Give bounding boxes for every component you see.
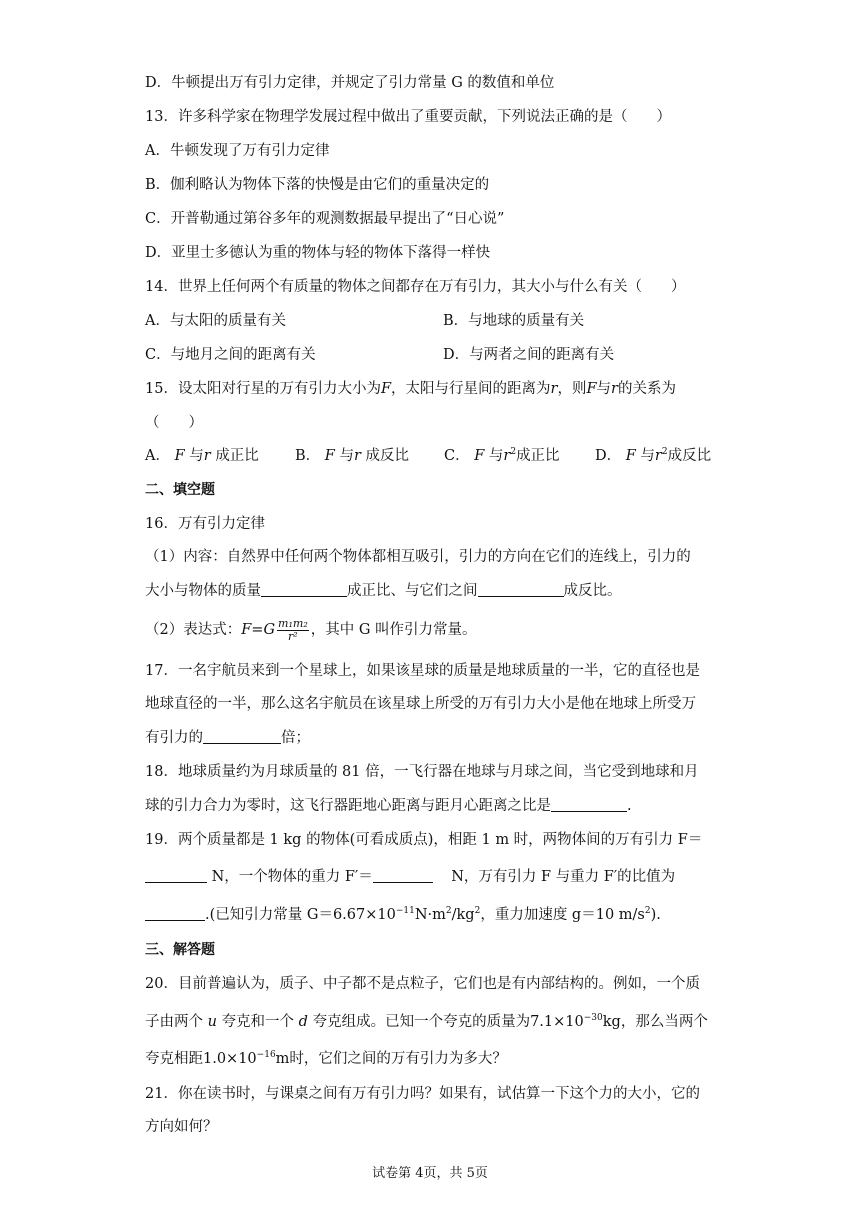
q16-blank-2[interactable] xyxy=(478,582,564,597)
section-solve: 三、解答题 xyxy=(145,942,215,958)
q15-option-c: C． F 与$r^2$成正比 xyxy=(444,447,560,464)
q18-line2: 球的引力合力为零时，这飞行器距地心距离与距月心距离之比是 . xyxy=(145,798,632,814)
q19-line3: .(已知引力常量 $G=6.67\times 10^{-11}N\cdot m^2/kg^2$，重力加速度 g＝10 $m/s^2$). xyxy=(145,905,661,925)
q15-paren: （ ） xyxy=(145,415,203,431)
q18-blank[interactable] xyxy=(551,797,627,812)
q13-stem: 13．许多科学家在物理学发展过程中做出了重要贡献，下列说法正确的是（ ） xyxy=(145,109,671,125)
section-fill-in-blank: 二、填空题 xyxy=(145,482,215,498)
q14-option-d: D．与两者之间的距离有关 xyxy=(443,347,615,363)
q20-line2: 子由两个 u 夸克和一个 d 夸克组成。已知一个夸克的质量为$7.1\times 10^{-30}kg$，那么当两个 xyxy=(145,1013,708,1030)
q17-line2: 地球直径的一半，那么这名宇航员在该星球上所受的万有引力大小是他在地球上所受万 xyxy=(145,696,696,712)
q18-line1: 18．地球质量约为月球质量的 81 倍，一飞行器在地球与月球之间，当它受到地球和月 xyxy=(145,764,699,780)
formula-fraction: $\frac{\text{m₁m₂}}{\text{r²}}$ xyxy=(278,616,308,643)
q17-line3: 有引力的 倍； xyxy=(145,730,310,746)
q13-option-d: D．亚里士多德认为重的物体与轻的物体下落得一样快 xyxy=(145,245,491,261)
q14-option-a: A．与太阳的质量有关 xyxy=(145,313,286,329)
q16-content-line2: 大小与物体的质量 成正比、与它们之间 成反比。 xyxy=(145,583,622,599)
q13-option-a: A．牛顿发现了万有引力定律 xyxy=(145,143,330,159)
q15-option-a: A． F 与r 成正比 xyxy=(145,448,259,464)
q12-option-d: D．牛顿提出万有引力定律，并规定了引力常量 G 的数值和单位 xyxy=(145,75,555,91)
q17-blank[interactable] xyxy=(203,729,281,744)
q16-expression: （2）表达式：F=G $\frac{\text{m₁m₂}}{\text{r²}}$ ，其中 G 叫作引力常量。 xyxy=(145,616,477,643)
q16-content-line1: （1）内容：自然界中任何两个物体都相互吸引，引力的方向在它们的连线上，引力的 xyxy=(145,549,691,565)
q14-option-c: C．与地月之间的距离有关 xyxy=(145,347,316,363)
q20-line3: 夸克相距$1.0\times 10^{-16}m$时，它们之间的万有引力为多大？ xyxy=(145,1050,507,1067)
q15-option-d: D． F 与$r^2$成反比 xyxy=(595,447,712,464)
q15-option-b: B． F 与r 成反比 xyxy=(295,448,409,464)
q13-option-b: B．伽利略认为物体下落的快慢是由它们的重量决定的 xyxy=(145,177,490,193)
q21-line1: 21．你在读书时，与课桌之间有万有引力吗？如果有，试估算一下这个力的大小，它的 xyxy=(145,1086,700,1102)
q14-option-b: B．与地球的质量有关 xyxy=(443,313,585,329)
q16-title: 16．万有引力定律 xyxy=(145,516,265,532)
q15-stem: 15．设太阳对行星的万有引力大小为F，太阳与行星间的距离为r，则F与r的关系为 xyxy=(145,381,676,397)
q21-line2: 方向如何？ xyxy=(145,1119,218,1135)
q13-option-c: C．开普勒通过第谷多年的观测数据最早提出了“日心说” xyxy=(145,211,505,227)
q19-line1: 19．两个质量都是 1 kg 的物体(可看成质点)，相距 1 m 时，两物体间的万有引力 F＝ xyxy=(145,832,703,848)
q14-stem: 14．世界上任何两个有质量的物体之间都存在万有引力，其大小与什么有关（ ） xyxy=(145,279,686,295)
q19-blank-1[interactable] xyxy=(145,868,207,883)
q19-blank-3[interactable] xyxy=(145,906,205,921)
q17-line1: 17．一名宇航员来到一个星球上，如果该星球的质量是地球质量的一半，它的直径也是 xyxy=(145,663,700,679)
page-footer: 试卷第 4页，共 5页 xyxy=(372,1166,488,1181)
q19-line2: N，一个物体的重力 F′＝ N，万有引力 F 与重力 F′的比值为 xyxy=(145,867,675,887)
q16-blank-1[interactable] xyxy=(261,582,347,597)
q20-line1: 20．目前普遍认为，质子、中子都不是点粒子，它们也是有内部结构的。例如，一个质 xyxy=(145,976,700,992)
q19-blank-2[interactable] xyxy=(373,868,433,883)
